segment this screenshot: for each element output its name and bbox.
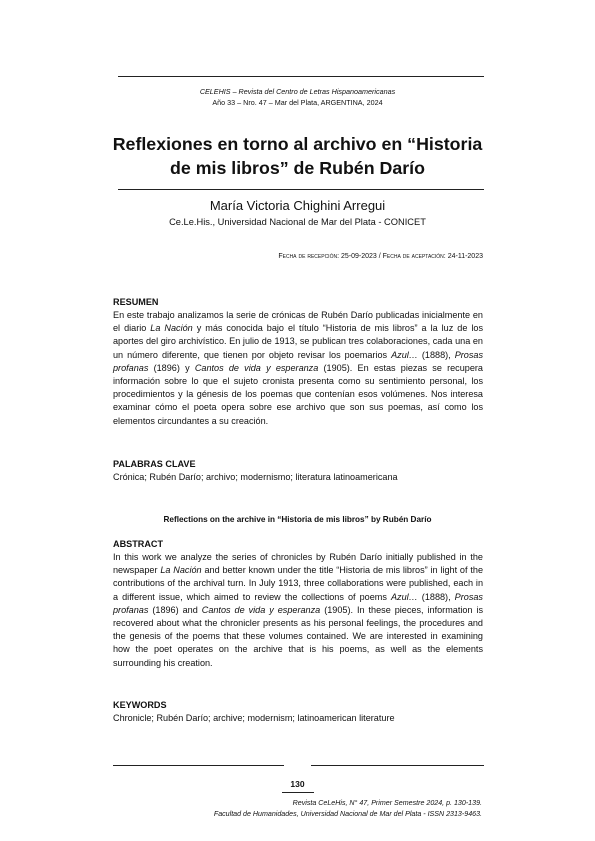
title-line-1: Reflexiones en torno al archivo en “Historia: [112, 134, 483, 154]
received-date: 25-09-2023: [340, 253, 377, 260]
resumen-heading: RESUMEN: [113, 297, 159, 307]
palabras-clave-heading: PALABRAS CLAVE: [113, 459, 196, 469]
date-separator: /: [378, 253, 381, 260]
abstract-text: In this work we analyze the series of chronicles by Rubén Darío initially published in the newspaper La Nación and better known under the title “Historia de mis libros” in light of the contributions of the archival turn. In July 1913, three collaborations were published, each in a different issue, which aimed to review the collections of poems Azul… (1888), Prosas profanas (1896) and Cantos de vida y esperanza (1905). In these pieces, information is recovered about what the chronicler presents as his personal feelings, the procedures and the genesis of the poems that these volumes contained. We are interested in examining how the poet operates on the archive that is his poems, as well as the elements surrounding his creation.: [113, 552, 484, 668]
page-title: [100, 132, 495, 180]
footer-citation: Revista CeLeHis, N° 47, Primer Semestre 2024, p. 130-139.: [292, 799, 482, 807]
received-label: Fecha de recepción:: [278, 253, 340, 260]
author-affiliation: Ce.Le.His., Universidad Nacional de Mar del Plata - CONICET: [169, 217, 426, 227]
page-number: 130: [290, 779, 305, 789]
accepted-date: 24-11-2023: [447, 253, 483, 260]
keywords-heading: KEYWORDS: [113, 700, 167, 710]
palabras-clave-section: [113, 458, 483, 484]
title-line-2: de mis libros” de Rubén Darío: [170, 158, 425, 178]
journal-name: CELEHIS – Revista del Centro de Letras Hispanoamericanas: [199, 87, 396, 96]
palabras-clave-text: Crónica; Rubén Darío; archivo; modernismo; literatura latinoamericana: [113, 472, 398, 482]
accepted-label: Fecha de aceptación:: [382, 253, 446, 260]
abstract-section: [113, 538, 483, 670]
resumen-text: En este trabajo analizamos la serie de crónicas de Rubén Darío publicadas inicialmente en el diario La Nación y más conocida bajo el título “Historia de mis libros” a la luz de los aportes del giro archivístico. En julio de 1913, se publican tres colaboraciones, cada una en un número diferente, que tienen por objeto revisar los poemarios Azul… (1888), Prosas profanas (1896) y Cantos de vida y esperanza (1905). En estas piezas se recupera información sobre lo que el sujeto cronista presenta como su sentimiento personal, los procedimientos y la génesis de los poemas que contenían esos volúmenes. Nos interesa examinar cómo el poeta opera sobre ese archivo que son sus poemas, así como los elementos circundantes a su creación.: [113, 310, 484, 426]
footer-rule-right: [311, 765, 484, 766]
english-title: Reflections on the archive in “Historia de mis libros” by Rubén Darío: [163, 515, 432, 524]
keywords-text: Chronicle; Rubén Darío; archive; modernism; latinoamerican literature: [113, 713, 395, 723]
resumen-section: [113, 296, 483, 428]
abstract-heading: ABSTRACT: [113, 539, 164, 549]
header-top-rule: [118, 76, 484, 77]
title-rule: [118, 189, 484, 190]
page-number-underline: [282, 792, 314, 793]
footer-publisher: Facultad de Humanidades, Universidad Nacional de Mar del Plata - ISSN 2313-9463.: [213, 810, 482, 818]
author-name: María Victoria Chighini Arregui: [209, 198, 386, 213]
keywords-section: [113, 699, 483, 725]
issue-info: Año 33 – Nro. 47 – Mar del Plata, ARGENTINA, 2024: [212, 98, 383, 107]
submission-dates: [278, 253, 483, 260]
footer-rule-left: [113, 765, 284, 766]
